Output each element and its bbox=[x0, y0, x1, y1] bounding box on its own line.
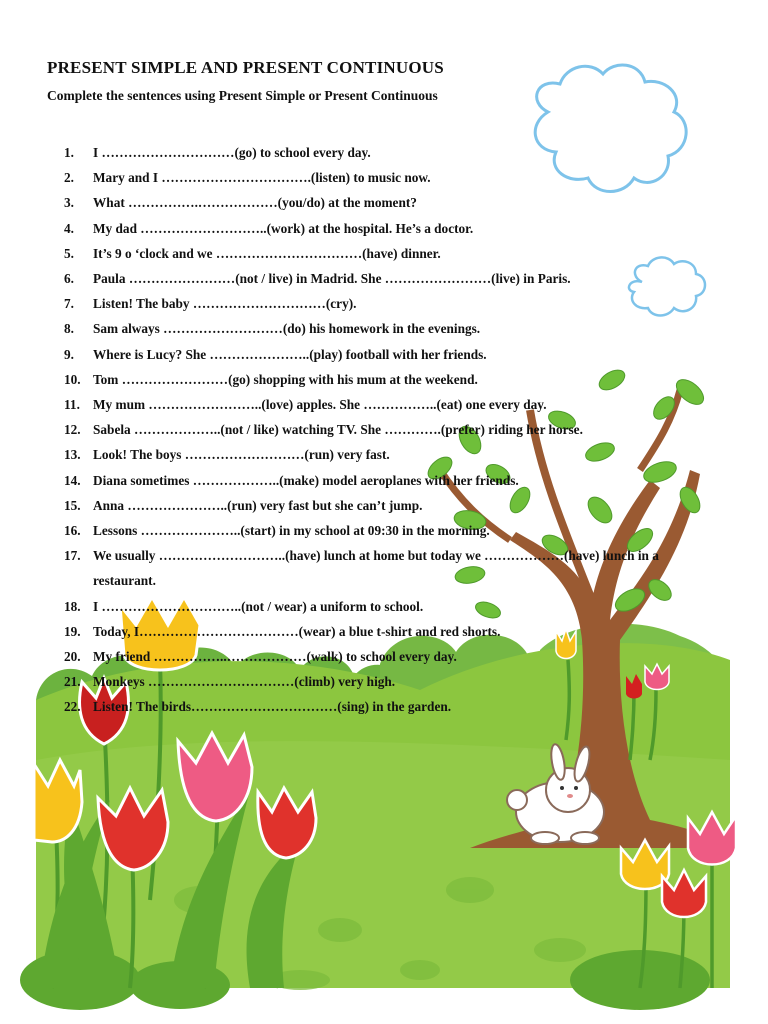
worksheet-title: PRESENT SIMPLE AND PRESENT CONTINUOUS bbox=[47, 58, 444, 77]
sentence-number: 6. bbox=[64, 271, 74, 287]
sentence-text: Where is Lucy? She …………………..(play) football with her friends. bbox=[93, 346, 487, 362]
exercise-sentence bbox=[64, 140, 703, 165]
worksheet-instructions: Complete the sentences using Present Simple or Present Continuous bbox=[47, 88, 438, 103]
sentence-text: Anna …………………..(run) very fast but she can’t jump. bbox=[93, 497, 423, 513]
exercise-sentence bbox=[64, 543, 703, 593]
sentence-text: Listen! The birds……………………………(sing) in the garden. bbox=[93, 699, 452, 715]
sentence-number: 16. bbox=[64, 523, 81, 539]
sentence-number: 4. bbox=[64, 220, 74, 236]
sentence-number: 11. bbox=[64, 397, 80, 413]
exercise-sentence bbox=[64, 266, 703, 291]
exercise-sentence bbox=[64, 316, 703, 341]
exercise-sentence bbox=[64, 619, 703, 644]
sentence-text: Today, I………………………………(wear) a blue t-shirt and red shorts. bbox=[93, 623, 501, 639]
sentence-text: Listen! The baby …………………………(cry). bbox=[93, 296, 357, 312]
exercise-sentence bbox=[64, 468, 703, 493]
exercise-sentence bbox=[64, 190, 703, 215]
sentence-number: 22. bbox=[64, 699, 81, 715]
exercise-sentence bbox=[64, 216, 703, 241]
exercise-sentence bbox=[64, 165, 703, 190]
sentence-number: 8. bbox=[64, 321, 74, 337]
exercise-sentence bbox=[64, 342, 703, 367]
sentence-text: Monkeys ……………………………(climb) very high. bbox=[93, 674, 396, 690]
exercise-sentence bbox=[64, 241, 703, 266]
sentence-number: 7. bbox=[64, 296, 74, 312]
sentence-number: 13. bbox=[64, 447, 81, 463]
sentence-text: I …………………………(go) to school every day. bbox=[93, 145, 371, 160]
sentence-text: I …………………………..(not / wear) a uniform to school. bbox=[93, 598, 424, 614]
exercise-sentence bbox=[64, 417, 703, 442]
exercise-sentence bbox=[64, 392, 703, 417]
sentence-text: Diana sometimes ………………..(make) model aeroplanes with her friends. bbox=[93, 472, 519, 488]
sentence-text: Paula ……………………(not / live) in Madrid. She ……………………(live) in Paris. bbox=[93, 271, 571, 287]
sentence-number: 9. bbox=[64, 346, 74, 362]
sentence-text: Sam always ………………………(do) his homework in the evenings. bbox=[93, 321, 481, 337]
sentence-number: 1. bbox=[64, 145, 74, 160]
exercise-sentence bbox=[64, 291, 703, 316]
exercise-sentence bbox=[64, 493, 703, 518]
sentence-text: My friend ……………..………………(walk) to school every day. bbox=[93, 649, 457, 665]
sentence-text: We usually ………………………..(have) lunch at home but today we ………………(have) lunch in a restaurant. bbox=[93, 548, 659, 589]
sentence-text: Sabela ………………..(not / like) watching TV. She ………….(prefer) riding her horse. bbox=[93, 422, 583, 438]
exercise-sentence bbox=[64, 669, 703, 694]
exercise-sentence bbox=[64, 694, 703, 719]
sentence-text: Look! The boys ………………………(run) very fast. bbox=[93, 447, 390, 463]
sentence-number: 5. bbox=[64, 245, 74, 261]
sentence-number: 18. bbox=[64, 598, 81, 614]
exercise-sentence bbox=[64, 442, 703, 467]
sentence-number: 17. bbox=[64, 548, 81, 564]
sentence-number: 14. bbox=[64, 472, 81, 488]
sentence-number: 21. bbox=[64, 674, 81, 690]
sentence-number: 10. bbox=[64, 371, 81, 387]
sentence-text: Mary and I …………………………….(listen) to music now. bbox=[93, 170, 431, 186]
sentence-number: 15. bbox=[64, 497, 81, 513]
sentence-number: 20. bbox=[64, 649, 81, 665]
exercise-sentence bbox=[64, 518, 703, 543]
sentence-number: 19. bbox=[64, 623, 81, 639]
sentence-text: What …………….………………(you/do) at the moment? bbox=[93, 195, 417, 211]
exercise-sentence bbox=[64, 594, 703, 619]
sentence-text: It’s 9 o ‘clock and we ……………………………(have) dinner. bbox=[93, 245, 441, 261]
exercise-sentence bbox=[64, 644, 703, 669]
exercise-sentence bbox=[64, 367, 703, 392]
sentence-number: 3. bbox=[64, 195, 74, 211]
sentence-text: My mum ……………………..(love) apples. She ……………..(eat) one every day. bbox=[93, 397, 547, 413]
sentence-number: 12. bbox=[64, 422, 81, 438]
sentence-list bbox=[64, 140, 703, 720]
sentence-text: My dad ………………………..(work) at the hospital. He’s a doctor. bbox=[93, 220, 474, 236]
sentence-number: 2. bbox=[64, 170, 74, 186]
sentence-text: Lessons …………………..(start) in my school at 09:30 in the morning. bbox=[93, 523, 490, 539]
sentence-text: Tom ……………………(go) shopping with his mum at the weekend. bbox=[93, 371, 478, 387]
